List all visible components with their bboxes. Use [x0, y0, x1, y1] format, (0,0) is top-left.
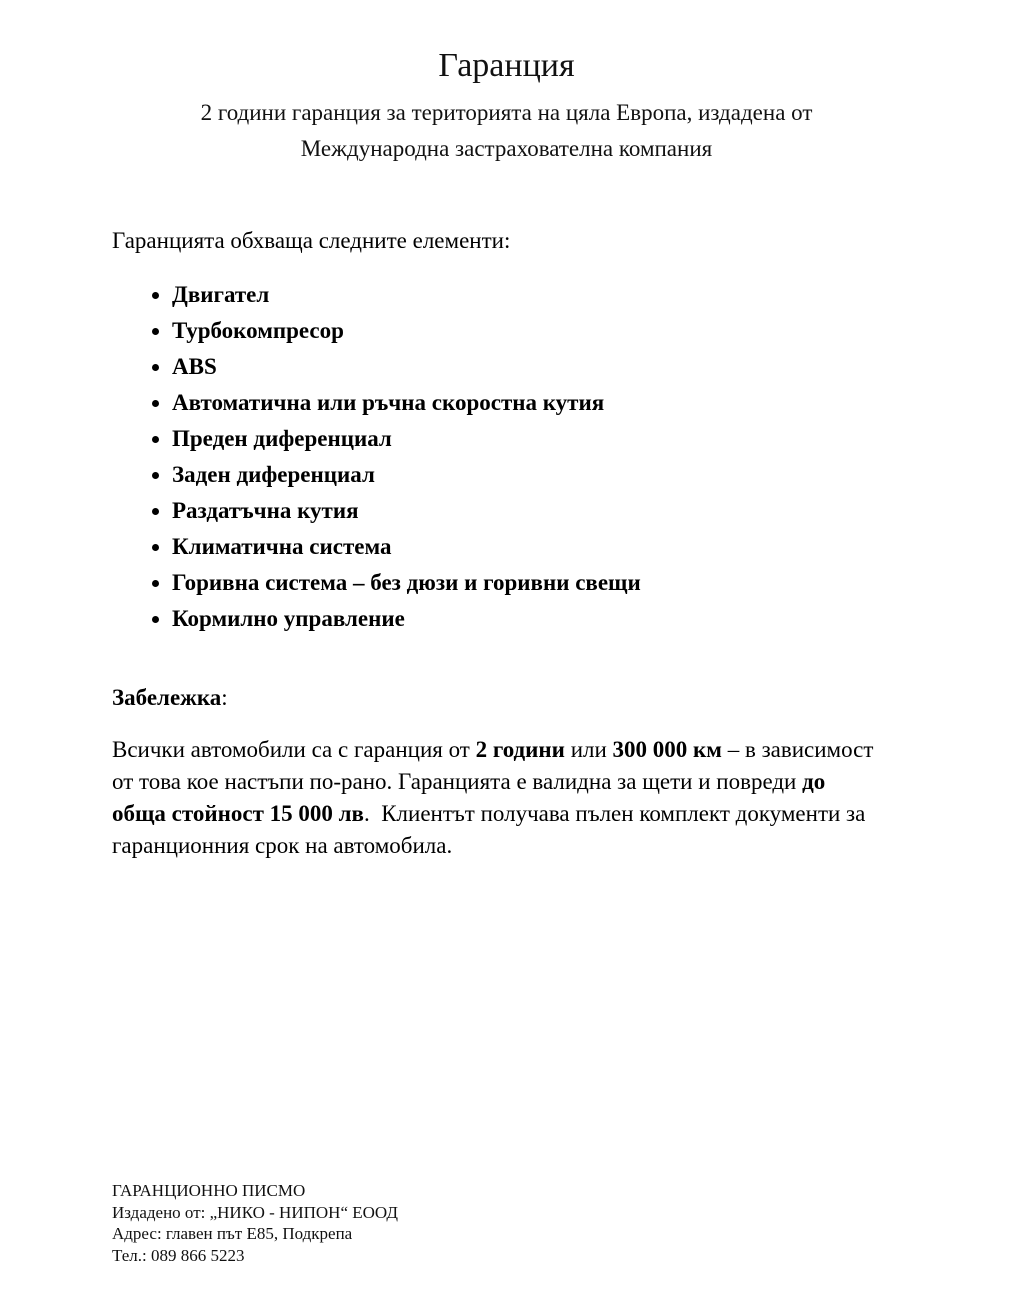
list-item: • Раздатъчна кутия: [172, 499, 883, 522]
note-colon: :: [221, 685, 228, 711]
list-item: • Двигател: [172, 283, 883, 306]
note-text-segment: или: [564, 737, 613, 763]
footer-address: Адрес: главен път E85, Подкрепа: [112, 1224, 353, 1243]
list-item: • Заден диференциал: [172, 463, 883, 486]
footer-phone: Тел.: 089 866 5223: [112, 1245, 245, 1265]
footer-issued-by: Издадено от: „НИКО - НИПОН“ ЕООД: [112, 1202, 398, 1222]
list-item: • Климатична система: [172, 535, 883, 558]
note-label: Забележка: [112, 685, 222, 711]
list-item: • Горивна система – без дюзи и горивни свещи: [172, 571, 883, 594]
coverage-list: [112, 283, 883, 630]
list-item: • Преден диференциал: [172, 427, 883, 450]
note-bold-segment: 2 години: [475, 737, 565, 763]
document-footer: [112, 1180, 398, 1266]
coverage-intro-text: Гаранцията обхваща следните елементи:: [112, 228, 511, 254]
list-item: • Автоматична или ръчна скоростна кутия: [172, 391, 883, 414]
note-paragraph: [112, 734, 883, 862]
subtitle-line-1: 2 години гаранция за територията на цяла Европа, издадена от: [200, 100, 813, 126]
list-item: • Турбокомпресор: [172, 319, 883, 342]
list-item: • ABS: [172, 355, 883, 378]
note-text-segment: Всички автомобили са с гаранция от: [112, 737, 476, 763]
subtitle-line-2: Международна застрахователна компания: [300, 136, 713, 162]
note-bold-segment: 300 000 км: [612, 737, 722, 763]
document-body: [112, 227, 883, 862]
note-text-segment: – в зависимост от това кое настъпи по-рано. Гаранцията е валидна за щети и повреди: [112, 737, 874, 795]
note-text-segment: . Клиентът получава пълен комплект документи за гаранционния срок на автомобила.: [112, 801, 866, 859]
footer-letter-type: ГАРАНЦИОННО ПИСМО: [112, 1181, 306, 1200]
page-title: Гаранция: [438, 47, 575, 84]
document-subtitle: [0, 95, 1013, 167]
note-bold-segment: до обща стойност 15 000 лв: [112, 769, 826, 827]
note-heading: [112, 684, 883, 712]
list-item: • Кормилно управление: [172, 607, 883, 630]
